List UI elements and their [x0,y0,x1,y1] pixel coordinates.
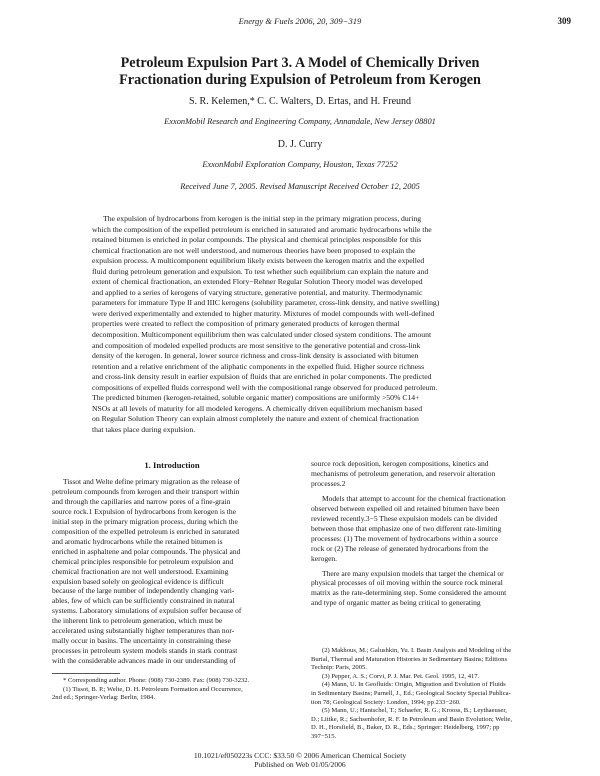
abstract-line: and applied to a series of kerogens of varying structure, generative potential, and maturity. Thermodynamic [92,287,423,297]
journal-citation: Energy & Fuels 2006, 20, 309−319 [238,16,362,26]
footnote-line: (2) Makhous, M.; Galushkin, Yu. I. Basin Analysis and Modeling of the [322,647,512,654]
abstract-line: that takes place during expulsion. [92,424,196,434]
abstract-line: density of the kerogen. In general, lower source richness and cross-link density is associated with bitumen [92,351,419,361]
title-line: Fractionation during Expulsion of Petroleum from Kerogen [119,72,481,88]
paragraph-1 [311,459,551,489]
text-line: systems. Laboratory simulations of expulsion suffer because of [52,606,242,616]
footer-published-date: Published on Web 01/05/2006 [254,760,346,769]
introduction-left-column [52,477,292,666]
abstract-line: fluid during petroleum generation and expulsion. To test whether such equilibrium can explain the nature and [92,266,429,276]
text-line: processes: (1) The movement of hydrocarbons within a source [311,533,498,543]
text-line: mechanisms of petroleum generation, and reservoir alteration [311,468,496,478]
footnote-line: Technip: Paris, 2005. [311,664,367,672]
text-line: chemical fractionation are not well understood. Examining [52,566,229,576]
text-line: physical processes of oil moving within the source rock mineral [311,578,503,588]
affiliation-exxonmobil-exploration: ExxonMobil Exploration Company, Houston, Texas 77252 [202,160,398,169]
text-line: source rock.1 Expulsion of hydrocarbons from kerogen is the [52,506,236,516]
author-list: S. R. Kelemen,* C. C. Walters, D. Ertas, and H. Freund [188,96,412,107]
text-line: initial step in the primary migration process, during which the [52,516,238,526]
affiliation-exxonmobil-research: ExxonMobil Research and Engineering Company, Annandale, New Jersey 08801 [164,117,436,126]
text-line: rock or (2) The release of generated hydrocarbons from the [311,543,489,553]
footnote-line: Burial, Thermal and Maturation Histories in Sedimentary Basins; Editions [311,655,508,663]
footer-doi: 10.1021/ef050223s CCC: $33.50 © 2006 American Chemical Society [193,751,407,760]
abstract-line: properties were created to reflect the composition of primary generated products of kerogen thermal [92,319,400,329]
abstract-line: parameters for immature Type II and IIIC kerogens (solubility parameter, cross-link density, and native swelling) [92,298,440,308]
abstract-line: The predicted bitumen (kerogen-retained, soluble organic matter) compositions are uniformly >50% C14+ [92,393,420,403]
text-line: with the considerable advances made in our understanding of [52,656,236,666]
text-line: because of the large number of independently changing vari- [52,586,235,596]
footnote-line: tion 78; Geological Society: London, 1994; pp 233−260. [311,698,461,706]
abstract-line: compositions of expelled fluids correspond well with the compositional range observed for produced petroleum. [92,382,438,392]
received-dates: Received June 7, 2005. Revised Manuscript Received October 12, 2005 [180,182,420,191]
abstract-line: on Regular Solution Theory can explain almost completely the nature and extent of chemical fractionation [92,414,419,424]
text-line: petroleum compounds from kerogen and their transport within [52,486,240,496]
page-number: 309 [557,16,571,26]
text-line: ables, few of which can be sufficiently constrained in natural [52,596,235,606]
abstract-line: The expulsion of hydrocarbons from kerogen is the initial step in the primary migration process, during [103,214,422,223]
text-line: and aromatic hydrocarbons while the retained bitumen is [52,536,223,546]
abstract-line: decomposition. Multicomponent equilibrium then was calculated under closed system conditions. The amount [92,330,432,340]
left-footnotes [52,677,296,703]
abstract-line: and cross-link density result in earlier expulsion of fluids that are enriched in polar components. The predicted [92,372,432,382]
text-line: mally occur in basins. The uncertainty in constraining these [52,636,231,646]
abstract-line: extent of chemical fractionation, an extended Flory−Rehner Regular Solution Theory model was developed [92,277,423,287]
abstract-line: expulsion process. A multicomponent equilibrium likely exists between the kerogen matrix and the expelled [92,256,425,266]
text-line: observed between expelled oil and retained bitumen have been [311,503,500,513]
footnote-line: 2nd ed.; Springer-Verlag: Berlin, 1984. [52,694,155,702]
abstract-line: NSOs at all levels of maturity for all modeled kerogens. A chemically driven equilibrium mechanism based [92,403,423,413]
footnote-divider [52,673,120,674]
section-heading-introduction: 1. Introduction [144,460,200,470]
footnote-line: * Corresponding author. Phone: (908) 730-2389. Fax: (908) 730-3232. [63,677,250,684]
text-line: source rock deposition, kerogen compositions, kinetics and [311,459,489,468]
text-line: There are many expulsion models that target the chemical or [322,568,504,578]
article-title [40,55,560,89]
abstract-line: chemical fractionation are not well understood, and numerous theories have been proposed to explain the [92,245,416,255]
footnote-line: D.; Littke, R.; Sachsenhofer, R. F. In Petroleum and Basin Evolution; Welte, [311,715,513,723]
footnote-line: (4) Mann, U. In Geofluids: Origin, Migration and Evolution of Fluids [322,681,506,689]
abstract-line: retained bitumen is enriched in polar compounds. The physical and chemical principles responsible for this [92,235,422,245]
introduction-right-column [311,459,551,608]
second-author: D. J. Curry [277,139,323,150]
abstract-line: retention and a relative enrichment of the aliphatic components in the expelled fluid. Higher source richness [92,361,425,371]
text-line: the inherent link to petroleum generation, which must be [52,616,223,626]
text-line: matrix as the rate-determining step. Some considered the amount [311,588,507,598]
paragraph-3 [311,569,551,609]
text-line: kerogen. [311,553,338,563]
footnote-line: D. H., Horsfield, B., Baker, D. R., Eds.; Springer: Heidelberg, 1997; pp [311,724,500,732]
text-line: and through the capillaries and narrow pores of a fine-grain [52,496,231,506]
text-line: chemical principles responsible for petroleum expulsion and [52,556,234,566]
footnote-line: in Sedimentary Basins; Parnell, J., Ed.; Geological Society Special Publica- [311,689,511,697]
paragraph-2 [311,494,551,564]
text-line: processes in petroleum system models stands in stark contrast [52,646,238,656]
abstract-line: and composition of modeled expelled products are most sensitive to the generative potential and cross-link [92,340,421,350]
text-line: reviewed recently.3−5 These expulsion models can be divided [311,513,498,523]
text-line: accelerated using substantially higher temperatures than nor- [52,626,235,636]
abstract [92,214,510,435]
text-line: between those that emphasize one of two different rate-limiting [311,523,502,533]
right-footnotes [311,647,555,742]
text-line: composition of the expelled petroleum is enriched in saturated [52,526,240,536]
text-line: enriched in asphaltene and polar compounds. The physical and [52,546,241,556]
text-line: and type of organic matter as being critical to generating [311,598,481,608]
footnote-line: (3) Pepper, A. S.; Corvi, P. J. Mar. Pet. Geol. 1995, 12, 417. [322,672,480,680]
text-line: processes.2 [311,478,346,488]
abstract-line: which the composition of the expelled petroleum is enriched in saturated and aromatic hydrocarbons while the [92,224,432,234]
footnote-line: (1) Tissot, B. P.; Welte, D. H. Petroleum Formation and Occurrence, [63,685,243,693]
text-line: Tissot and Welte define primary migration as the release of [63,477,241,486]
title-line: Petroleum Expulsion Part 3. A Model of Chemically Driven [120,55,480,71]
text-line: expulsion based solely on geological evidence is difficult [52,576,224,586]
footnote-line: 397−515. [311,732,337,740]
footnote-line: (5) Mann, U.; Hantschel, T.; Schaefer, R. G.; Krooss, B.; Leythaeuser, [322,707,507,715]
text-line: Models that attempt to account for the chemical fractionation [322,493,506,503]
abstract-line: were derived experimentally and extended to higher maturity. Mixtures of model compounds with well-defined [92,308,435,318]
